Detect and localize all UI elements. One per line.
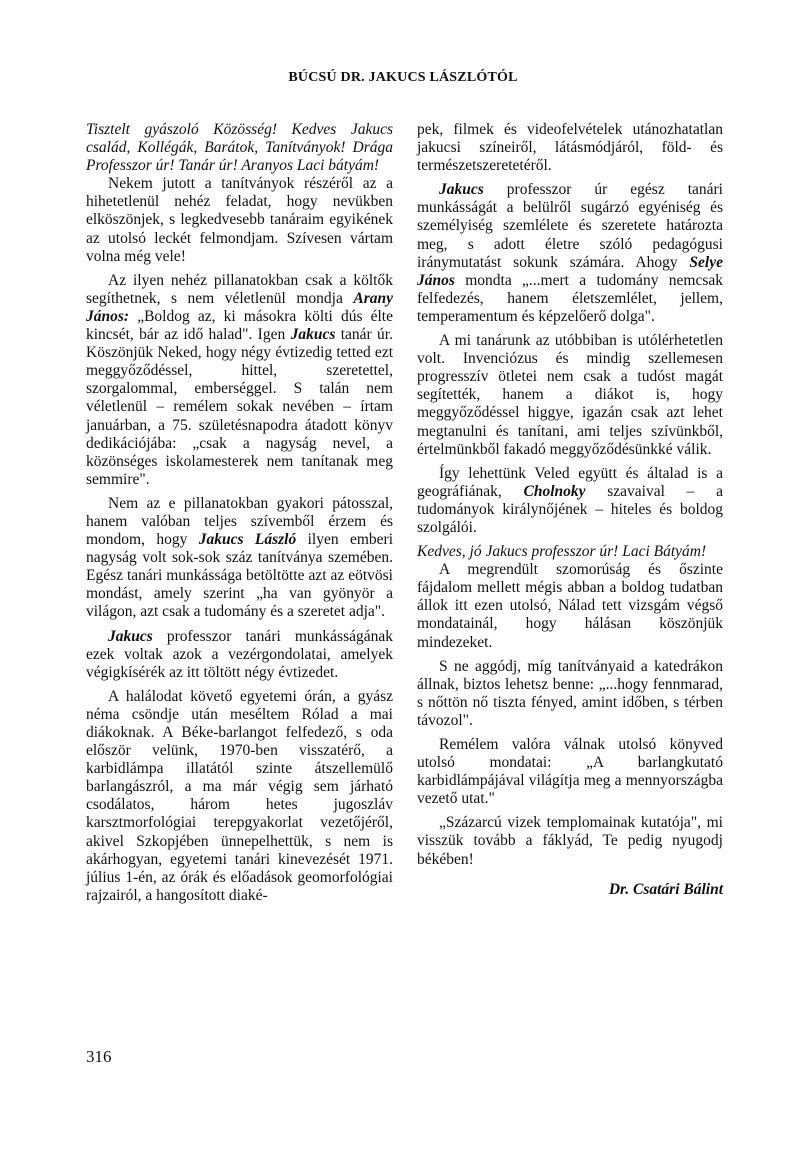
signature: Dr. Csatári Bálint: [608, 880, 723, 898]
paragraph: „Százarcú vizek templomainak kutatója", mi visszük tovább a fáklyád, Te pedig nyugodj békében!: [417, 814, 723, 868]
paragraph: pek, filmek és videofelvételek utánozhatatlan jakucsi színeiről, látásmódjáról, föld- és természetszeretetéről.: [417, 121, 723, 175]
salutation: Kedves, jó Jakucs professzor úr! Laci Bátyám!: [417, 543, 707, 561]
paragraph: Nekem jutott a tanítványok részéről az a hihetetlenül nehéz feladat, hogy nevükben elköszönjek, s legkedvesebb tanáraim egyikének az utolsó leckét felmondjam. Szívesen vártam volna még vele!: [86, 175, 393, 265]
emphasized-name: Cholnoky: [523, 482, 586, 500]
emphasized-name: Arany János:: [86, 289, 393, 325]
paragraph: S ne aggódj, míg tanítványaid a katedrákon állnak, biztos lehetsz benne: „...hogy fennmarad, s nőttön nő tiszta fényed, amint időben, s térben távozol".: [417, 657, 723, 729]
emphasized-name: Selye János: [417, 253, 723, 289]
page-title: BÚCSÚ DR. JAKUCS LÁSZLÓTÓL: [288, 70, 518, 85]
emphasized-name: Jakucs: [439, 181, 484, 199]
paragraph: Jakucs professzor úr egész tanári munkásságát a belülről sugárzó egyéniség és személyiség szemlélete és szeretete határozta meg, s adott életre szóló pedagógusi iránymutatást sokunk számára. Ahogy Selye János mondta „...mert a tudomány nemcsak felfedezés, hanem életszemlélet, jellem, temperamentum és képzelőerő dolga".: [417, 181, 723, 325]
paragraph: A halálodat követő egyetemi órán, a gyász néma csöndje után meséltem Rólad a mai diákoknak. A Béke-barlangot felfedező, s oda először velünk, 1970-ben visszatérő, a karbidlámpa illatától szinte átszellemülő barlangászról, a ma már végig sem járható csodálatos, három hetes jugoszláv karsztmorfológiai terepgyakorlat vezetőjéről, akivel Szkopjében ünnepelhettük, s nem is akárhogyan, egyetemi tanári kinevezését 1971. július 1-én, az órák és előadások geomorfológiai rajzairól, a hangosított diaké-: [86, 687, 393, 904]
emphasized-name: Jakucs: [108, 627, 153, 645]
left-column: [86, 121, 393, 905]
paragraph: A mi tanárunk az utóbbiban is utólérhetetlen volt. Invenciózus és mindig szellemesen progresszív ötletei nem csak a tudóst magát segítették, hanem a diákot is, hogy meggyőződéssel higgye, igazán csak azt lehet megtanulni és tanítani, ami teljes szívünkből, értelmünkből fakadó meggyőződésünkké válik.: [417, 332, 723, 458]
page-number: 316: [86, 1047, 112, 1066]
emphasized-name: Jakucs László: [198, 531, 297, 549]
salutation: Tisztelt gyászoló Közösség! Kedves Jakucs család, Kollégák, Barátok, Tanítványok! Drága Professzor úr! Tanár úr! Aranyos Laci bátyám!: [86, 121, 393, 175]
paragraph: Jakucs professzor tanári munkásságának ezek voltak azok a vezérgondolatai, amelyek végigkísérék az itt töltött négy évtizedet.: [86, 627, 393, 681]
paragraph: A megrendült szomorúság és őszinte fájdalom mellett mégis abban a boldog tudatban állok itt ezen utolsó, Nálad tett vizsgám végső mondatainál, hogy hálásan köszönjük mindezeket.: [417, 561, 723, 651]
paragraph: Így lehettünk Veled együtt és általad is a geográfiának, Cholnoky szavaival – a tudományok királynőjének – hiteles és boldog szolgálói.: [417, 464, 723, 536]
paragraph: Remélem valóra válnak utolsó könyved utolsó mondatai: „A barlangkutató karbidlámpájával világítja meg a mennyországba vezető utat.": [417, 736, 723, 808]
right-column: [417, 121, 723, 899]
paragraph: Az ilyen nehéz pillanatokban csak a költők segíthetnek, s nem véletlenül mondja Arany János: „Boldog az, ki másokra költi dús élte kincsét, bár az idő halad". Igen Jakucs tanár úr. Köszönjük Neked, hogy négy évtizedig tetted ezt meggyőződéssel, hittel, szeretettel, szorgalommal, emberséggel. S talán nem véletlenül – remélem sokak nevében – írtam januárban, a 75. születésnapodra átadott könyv dedikációjába: „csak a nagyság nevel, a közönséges iskolamesterek nem tanítanak meg semmire".: [86, 271, 393, 488]
emphasized-name: Jakucs: [290, 326, 336, 344]
paragraph: Nem az e pillanatokban gyakori pátosszal, hanem valóban teljes szívemből érzem és mondom, hogy Jakucs László ilyen emberi nagyság volt sok-sok száz tanítványa szemében. Egész tanári munkássága betöltötte azt az eötvösi mondást, amely szerint „ha van gyönyör a világon, azt csak a tudomány és a szeretet adja".: [86, 494, 393, 621]
